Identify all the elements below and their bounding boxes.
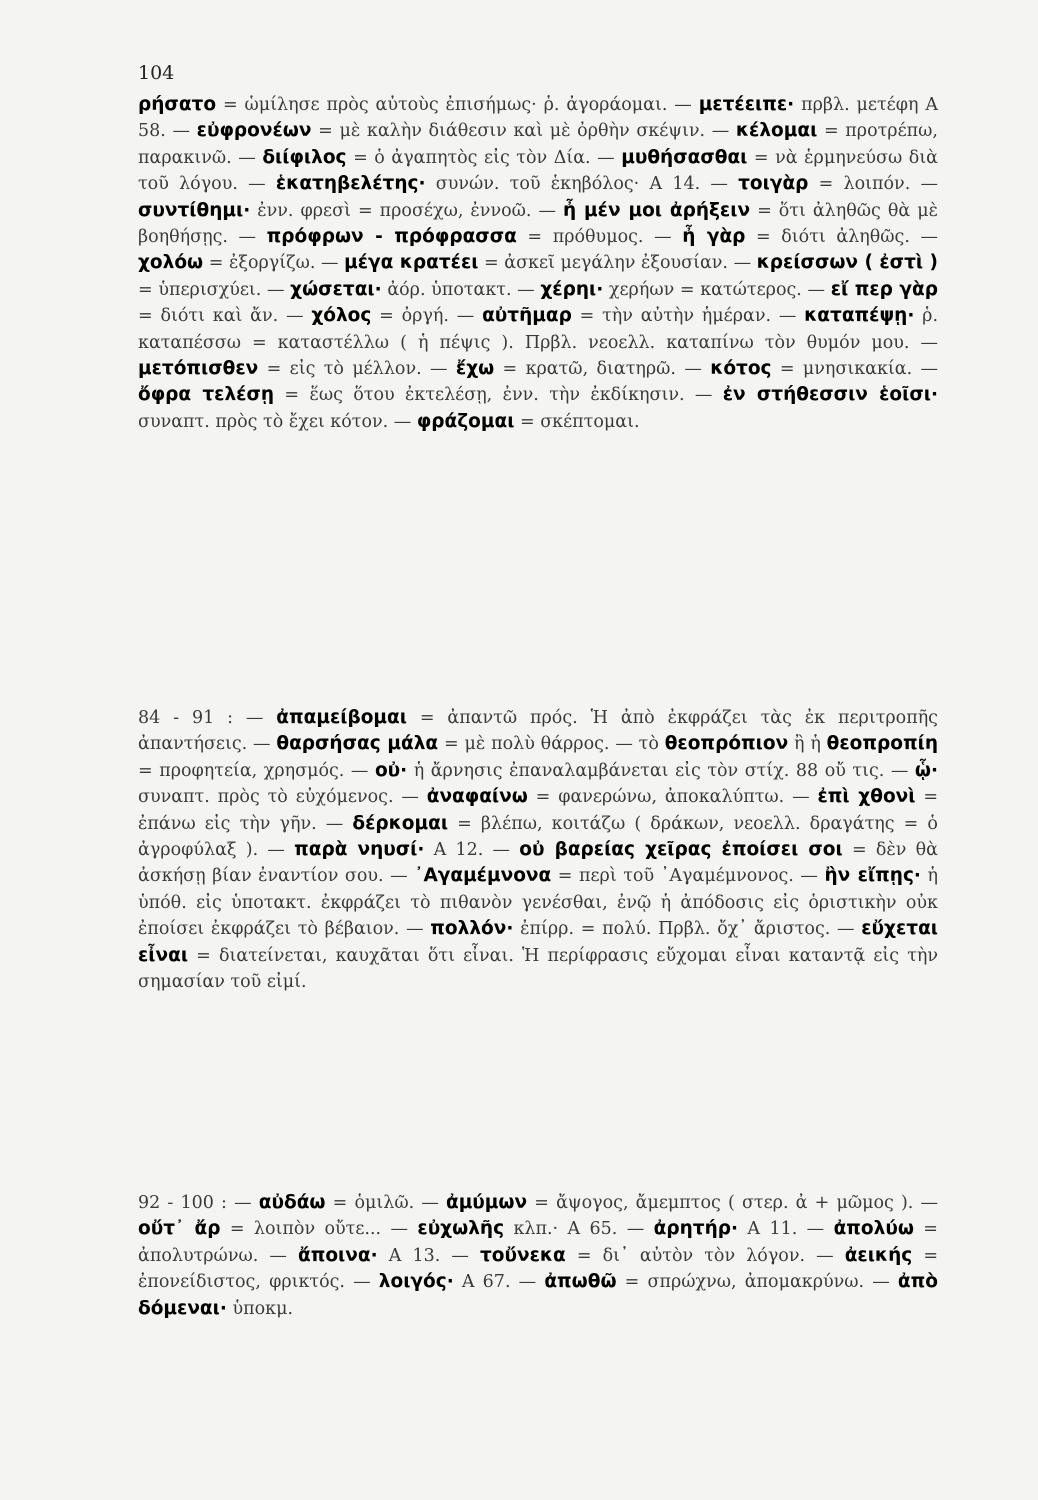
glossary-definition: = ἐπάνω εἰς τὴν γῆν. — xyxy=(138,787,939,834)
glossary-entry xyxy=(344,253,757,273)
glossary-term: ἀπωθῶ xyxy=(544,1271,617,1293)
glossary-entry xyxy=(417,412,640,432)
glossary-term: ἀεικής xyxy=(844,1244,913,1266)
glossary-definition: πρβλ. μετέφη Α 58. — xyxy=(138,95,939,142)
glossary-term: εἴ περ γὰρ xyxy=(830,278,938,300)
glossary-term: μέγα κρατέει xyxy=(344,252,479,274)
glossary-definition: ῥ. καταπέσσω = καταστέλλω ( ἡ πέψις ). Πρβλ. νεοελλ. καταπίνω τὸν θυμόν μου. — xyxy=(138,306,939,353)
glossary-definition: = διότι ἀληθῶς. — xyxy=(745,227,939,248)
glossary-term: θεοπροπίη xyxy=(826,733,938,755)
glossary-term: αὐδάω xyxy=(258,1192,326,1213)
glossary-definition: = λοιπόν. — xyxy=(808,174,938,195)
glossary-entry xyxy=(138,95,699,115)
glossary-definition: = ἀπολυτρώνω. — xyxy=(138,1219,938,1266)
glossary-definition: = δὲν θὰ ἀσκήσῃ βίαν ἐναντίον σου. — xyxy=(138,840,938,887)
glossary-definition: = φανερώνω, ἀποκαλύπτω. — xyxy=(527,787,818,808)
glossary-entry xyxy=(540,280,830,300)
glossary-term: ἦ μέν μοι ἀρήξειν xyxy=(562,199,751,221)
glossary-definition: = ὅτι ἀληθῶς θὰ μὲ βοηθήσῃς. — xyxy=(138,200,938,248)
glossary-definition: = νὰ ἑρμηνεύσω διὰ τοῦ λόγου. — xyxy=(138,147,939,195)
glossary-definition: = περὶ τοῦ ᾿Αγαμέμνονος. — xyxy=(551,866,825,887)
glossary-entry xyxy=(430,919,861,939)
glossary-entry xyxy=(482,306,804,326)
glossary-definition: = ἀπαντῶ πρός. Ἡ ἀπὸ ἐκφράζει τὰς ἐκ περιτροπῆς ἀπαντήσεις. — xyxy=(138,708,938,755)
glossary-definition: ἢ ἡ xyxy=(788,734,827,755)
glossary-entry xyxy=(665,734,827,754)
glossary-entry xyxy=(375,761,915,781)
glossary-definition: = τὴν αὐτὴν ἡμέραν. — xyxy=(571,306,805,327)
glossary-definition: = ἀσκεῖ μεγάλην ἐξουσίαν. — xyxy=(478,253,757,274)
glossary-definition: κλπ.· Α 65. — xyxy=(504,1219,654,1240)
glossary-term: ἀμύμων xyxy=(445,1192,528,1213)
glossary-definition: = προφητεία, χρησμός. — xyxy=(138,760,375,781)
glossary-term: κότος xyxy=(710,358,772,380)
glossary-term: ἀναφαίνω xyxy=(426,786,528,808)
glossary-definition: = λοιπὸν οὔτε... — xyxy=(220,1219,418,1240)
glossary-term: μετόπισθεν xyxy=(138,358,259,380)
glossary-term: λοιγός· xyxy=(378,1271,454,1293)
glossary-entry xyxy=(480,1246,845,1266)
glossary-term: θαρσήσας μάλα xyxy=(276,733,439,755)
glossary-definition: = διότι καὶ ἄν. — xyxy=(138,306,312,327)
glossary-entry xyxy=(290,280,540,300)
glossary-term: διίφιλος xyxy=(262,146,347,168)
glossary-definition: ἐπίρρ. = πολύ. Πρβλ. ὄχ᾿ ἄριστος. — xyxy=(513,919,862,940)
glossary-entry xyxy=(276,174,738,194)
glossary-term: ἐν στήθεσσιν ἑοῖσι· xyxy=(722,384,938,406)
glossary-term: πρόφρων - πρόφρασσα xyxy=(266,226,517,248)
glossary-definition: = ἕως ὅτου ἐκτελέσῃ, ἐνν. τὴν ἐκδίκησιν. — xyxy=(274,385,723,406)
glossary-definition: = ἄψογος, ἄμεμπτος ( στερ. ἀ + μῶμος ). — xyxy=(527,1193,939,1213)
section-line-range: 92 - 100 : — xyxy=(138,1193,259,1213)
glossary-definition: = ὀργή. — xyxy=(371,306,483,327)
glossary-entry xyxy=(446,1193,938,1213)
glossary-term: πολλόν· xyxy=(430,918,514,940)
glossary-term: μετέειπε· xyxy=(698,94,795,115)
glossary-definition: = βλέπω, κοιτάζω ( δράκων, νεοελλ. δραγάτης = ὁ ἀγροφύλαξ ). — xyxy=(138,813,938,861)
glossary-entry xyxy=(138,359,456,379)
glossary-definition: συνών. τοῦ ἑκηβόλος· Α 14. — xyxy=(425,174,739,195)
glossary-definition: = ὁμιλῶ. — xyxy=(325,1193,446,1213)
glossary-entry xyxy=(138,253,344,273)
glossary-term: εὐχωλῆς xyxy=(417,1218,505,1240)
glossary-definition: = ἐξοργίζω. — xyxy=(203,253,345,274)
glossary-entry xyxy=(427,787,818,807)
glossary-definition: Α 67. — xyxy=(453,1272,545,1293)
glossary-term: κρείσσων ( ἐστὶ ) xyxy=(756,252,939,274)
glossary-definition: = ὡμίλησε πρὸς αὐτοὺς ἐπισήμως· ῥ. ἀγοράομαι. — xyxy=(216,95,699,115)
glossary-term: ᾿Αγαμέμνονα xyxy=(414,865,552,887)
glossary-entry xyxy=(682,227,938,247)
glossary-definition: Α 12. — xyxy=(424,840,520,861)
glossary-definition: = μνησικακία. — xyxy=(771,359,938,380)
glossary-entry xyxy=(138,201,563,221)
glossary-term: καταπέψῃ· xyxy=(804,305,915,327)
glossary-entry xyxy=(544,1272,898,1292)
glossary-definition: ἐνν. φρεσὶ = προσέχω, ἐννοῶ. — xyxy=(250,200,563,221)
glossary-term: ρήσατο xyxy=(138,94,217,115)
glossary-term: οὐ βαρείας χεῖρας ἐποίσει σοι xyxy=(519,839,843,861)
glossary-term: μυθήσασθαι xyxy=(621,146,748,168)
glossary-term: ἀπολύω xyxy=(833,1218,914,1240)
glossary-term: ᾧ· xyxy=(914,759,938,781)
glossary-term: ἀπαμείβομαι xyxy=(276,707,407,728)
glossary-entry xyxy=(259,1193,446,1213)
glossary-term: εὔχεται εἶναι xyxy=(138,918,938,966)
glossary-term: ὄφρα τελέσῃ xyxy=(138,384,275,406)
glossary-entry xyxy=(262,148,621,168)
glossary-definition: Α 11. — xyxy=(738,1219,834,1240)
glossary-definition: = ἐπονείδιστος, φρικτός. — xyxy=(138,1245,938,1293)
commentary-paragraph-1 xyxy=(138,92,938,435)
glossary-term: χέρηι· xyxy=(540,278,604,300)
glossary-entry xyxy=(138,1219,417,1239)
commentary-paragraph-3 xyxy=(138,1190,938,1322)
glossary-term: χόλος xyxy=(311,305,372,327)
glossary-definition: = διατείνεται, καυχᾶται ὅτι εἶναι. Ἡ περίφρασις εὔχομαι εἶναι καταντᾷ εἰς τὴν σημασίαν τοῦ εἰμί. xyxy=(138,945,938,993)
glossary-entry xyxy=(738,174,938,194)
glossary-definition: ἡ ἄρνησις ἐπαναλαμβάνεται εἰς τὸν στίχ. 88 οὔ τις. — xyxy=(407,760,915,781)
commentary-paragraph-2 xyxy=(138,705,938,995)
glossary-term: ἢν εἴπῃς· xyxy=(824,865,921,887)
glossary-definition: = ὁ ἀγαπητὸς εἰς τὸν Δία. — xyxy=(346,147,622,168)
glossary-entry xyxy=(311,306,482,326)
glossary-term: οὐ· xyxy=(374,759,408,781)
glossary-entry xyxy=(267,227,683,247)
glossary-entry xyxy=(276,734,664,754)
glossary-definition: ἀόρ. ὑποτακτ. — xyxy=(381,279,541,300)
glossary-term: αὐτῆμαρ xyxy=(482,305,572,327)
glossary-entry xyxy=(379,1272,545,1292)
glossary-term: εὐφρονέων xyxy=(196,120,312,142)
glossary-term: θεοπρόπιον xyxy=(664,733,789,755)
glossary-term: ἄποινα· xyxy=(298,1244,378,1266)
glossary-definition: Α 13. — xyxy=(377,1245,480,1266)
glossary-term: δέρκομαι xyxy=(352,812,449,834)
glossary-definition: συναπτ. πρὸς τὸ εὐχόμενος. — xyxy=(138,787,427,808)
glossary-definition: = εἰς τὸ μέλλον. — xyxy=(258,359,456,380)
glossary-term: τοὔνεκα xyxy=(479,1244,566,1266)
glossary-definition: ἡ ὑπόθ. εἰς ὑποτακτ. ἐκφράζει τὸ πιθανὸν γενέσθαι, ἐνῷ ἡ ἀπόδοσις εἰς ὁριστικὴν οὐκ ἐποίσει ἐκφράζει τὸ βέβαιον. — xyxy=(138,866,938,940)
glossary-entry xyxy=(414,866,824,886)
glossary-entry xyxy=(294,840,519,860)
glossary-term: παρὰ νηυσί· xyxy=(294,839,425,861)
glossary-term: τοιγὰρ xyxy=(738,173,809,195)
glossary-definition: = μὲ καλὴν διάθεσιν καὶ μὲ ὀρθὴν σκέψιν. — xyxy=(311,121,736,142)
glossary-term: ἐπὶ χθονὶ xyxy=(817,786,916,808)
glossary-entry xyxy=(710,359,938,379)
glossary-definition: = μὲ πολὺ θάρρος. — τὸ xyxy=(438,734,665,755)
section-line-range: 84 - 91 : — xyxy=(138,708,277,728)
glossary-definition: = σκέπτομαι. xyxy=(514,411,640,432)
glossary-definition: συναπτ. πρὸς τὸ ἔχει κότον. — xyxy=(138,411,417,432)
glossary-definition: = πρόθυμος. — xyxy=(516,227,683,248)
glossary-entry xyxy=(138,385,723,405)
glossary-entry xyxy=(197,121,736,141)
glossary-term: φράζομαι xyxy=(416,410,515,432)
glossary-definition: = δι᾿ αὐτὸν τὸν λόγον. — xyxy=(565,1245,845,1266)
glossary-entry xyxy=(456,359,710,379)
glossary-term: ἑκατηβελέτης· xyxy=(275,173,426,195)
glossary-entry xyxy=(417,1219,653,1239)
glossary-term: ἀπὸ δόμεναι· xyxy=(138,1271,938,1319)
glossary-term: χώσεται· xyxy=(290,278,382,300)
glossary-entry xyxy=(654,1219,834,1239)
glossary-term: ἦ γὰρ xyxy=(682,226,746,248)
glossary-definition: = κρατῶ, διατηρῶ. — xyxy=(494,359,711,380)
glossary-term: ἔχω xyxy=(455,358,495,380)
glossary-term: χολόω xyxy=(138,252,204,274)
glossary-definition: = ὑπερισχύει. — xyxy=(138,279,291,300)
glossary-entry xyxy=(298,1246,480,1266)
glossary-definition: ὑποκμ. xyxy=(226,1298,294,1319)
glossary-definition: = προτρέπω, παρακινῶ. — xyxy=(138,121,938,168)
glossary-term: κέλομαι xyxy=(735,120,818,142)
page-number: 104 xyxy=(138,62,175,84)
glossary-term: ἀρητήρ· xyxy=(653,1218,739,1240)
glossary-definition: = σπρώχνω, ἀπομακρύνω. — xyxy=(616,1272,898,1293)
glossary-term: συντίθημι· xyxy=(138,199,251,221)
glossary-term: οὔτ᾿ ἄρ xyxy=(138,1218,221,1240)
glossary-definition: χερήων = κατώτερος. — xyxy=(603,279,831,300)
